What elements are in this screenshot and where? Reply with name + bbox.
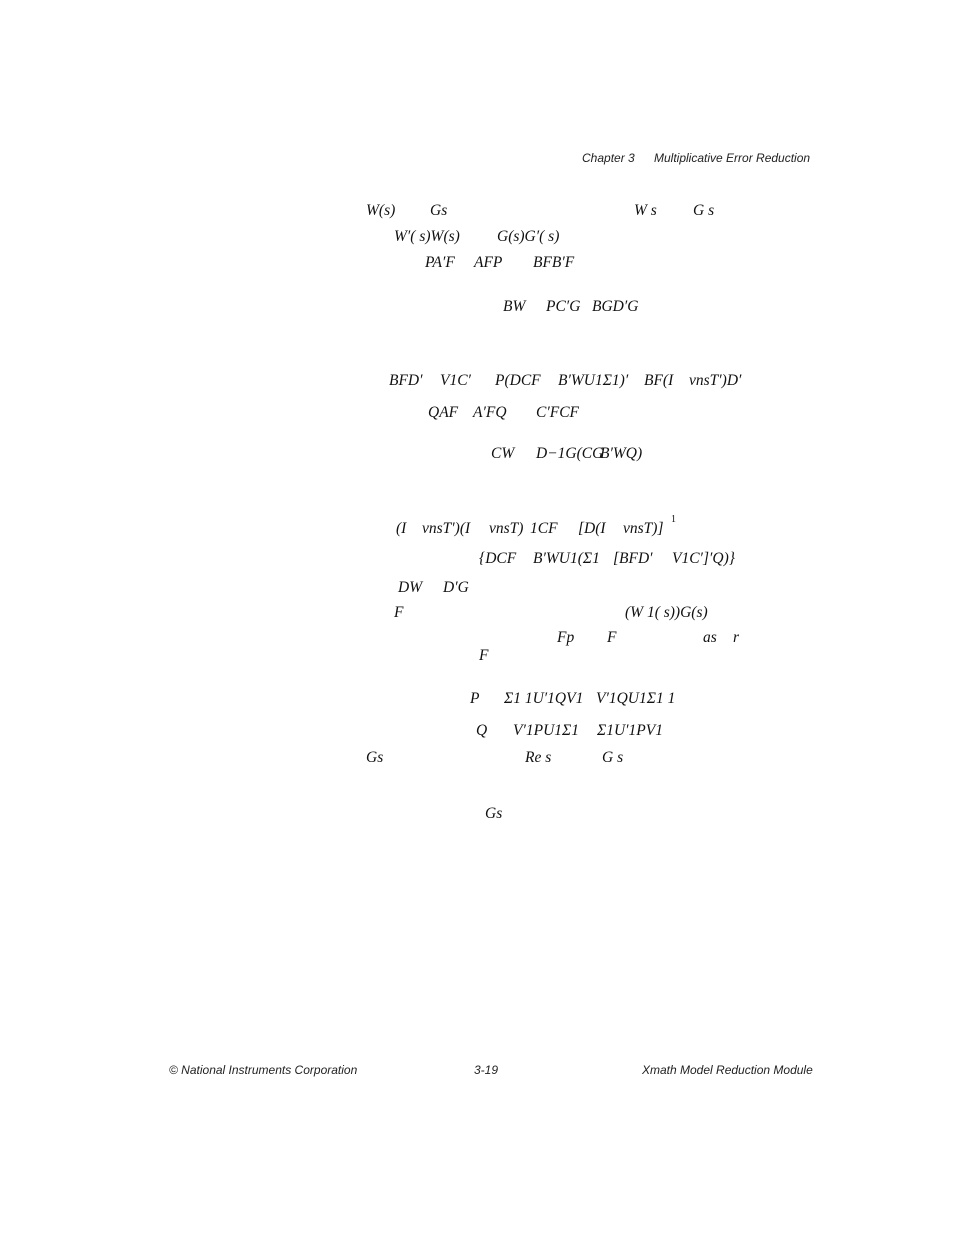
math-fragment: F — [607, 629, 617, 646]
math-fragment: r — [733, 629, 740, 646]
math-fragment: vnsT)] — [623, 520, 664, 537]
math-fragment: Σ1U′1PV1 — [597, 722, 663, 739]
math-fragment: BFD′ — [389, 372, 423, 389]
math-fragment: W′( s)W(s) — [394, 228, 460, 245]
math-fragment: G s — [693, 202, 715, 219]
math-fragment: F — [394, 604, 404, 621]
math-fragment: C′FCF — [536, 404, 580, 421]
math-fragment: B′WQ) — [600, 445, 643, 462]
math-fragment: Σ1 1U′1QV1 — [504, 690, 584, 707]
math-fragment: W s — [634, 202, 657, 219]
math-fragment: vnsT) — [489, 520, 524, 537]
math-fragment: Re s — [525, 749, 552, 766]
math-fragment: Q — [476, 722, 488, 739]
math-fragment: V′1QU1Σ1 1 — [596, 690, 676, 707]
math-fragment: V′1PU1Σ1 — [513, 722, 579, 739]
math-fragment: vnsT′)D′ — [689, 372, 742, 389]
math-fragment: PC′G — [546, 298, 581, 315]
math-fragment: [BFD′ — [613, 550, 653, 567]
math-fragment: D−1G(CG — [536, 445, 604, 462]
math-fragment: (I — [396, 520, 407, 537]
math-fragment: BGD′G — [592, 298, 639, 315]
math-fragment: {DCF — [479, 550, 517, 567]
math-fragment: BF(I — [644, 372, 674, 389]
footer-copyright: © National Instruments Corporation — [169, 1063, 358, 1077]
math-fragment: B′WU1Σ1)′ — [558, 372, 629, 389]
math-fragment: DW — [398, 579, 423, 596]
math-fragment: as — [703, 629, 717, 646]
footer-page-number: 3-19 — [474, 1063, 499, 1077]
math-fragment: P(DCF — [495, 372, 541, 389]
math-fragment: G s — [602, 749, 624, 766]
math-fragment: BFB′F — [533, 254, 575, 271]
footer-product-name: Xmath Model Reduction Module — [642, 1063, 813, 1077]
math-fragment: W(s) — [366, 202, 396, 219]
math-fragment: Fp — [557, 629, 575, 646]
math-fragment: D′G — [443, 579, 469, 596]
math-fragment: A′FQ — [473, 404, 507, 421]
math-fragment: F — [479, 647, 489, 664]
math-fragment: Gs — [366, 749, 384, 766]
math-fragment: V1C′]′Q)} — [672, 550, 735, 567]
math-fragment: 1 — [671, 514, 676, 525]
math-fragment: QAF — [428, 404, 459, 421]
math-fragment: V1C′ — [440, 372, 471, 389]
math-fragment: Gs — [430, 202, 448, 219]
math-fragment: vnsT′)(I — [422, 520, 471, 537]
math-fragment: PA′F — [425, 254, 455, 271]
math-fragment: P — [470, 690, 480, 707]
math-fragment: (W 1( s))G(s) — [625, 604, 708, 621]
math-fragment: BW — [503, 298, 526, 315]
math-fragment: B′WU1(Σ1 — [533, 550, 600, 567]
running-header-section: Multiplicative Error Reduction — [654, 151, 811, 165]
math-fragment: Gs — [485, 805, 503, 822]
math-fragment: CW — [491, 445, 515, 462]
math-fragment: [D(I — [578, 520, 606, 537]
math-fragment: G(s)G′( s) — [497, 228, 560, 245]
running-header-chapter: Chapter 3 — [582, 151, 635, 165]
math-fragment: AFP — [474, 254, 503, 271]
math-fragment: 1CF — [530, 520, 558, 537]
